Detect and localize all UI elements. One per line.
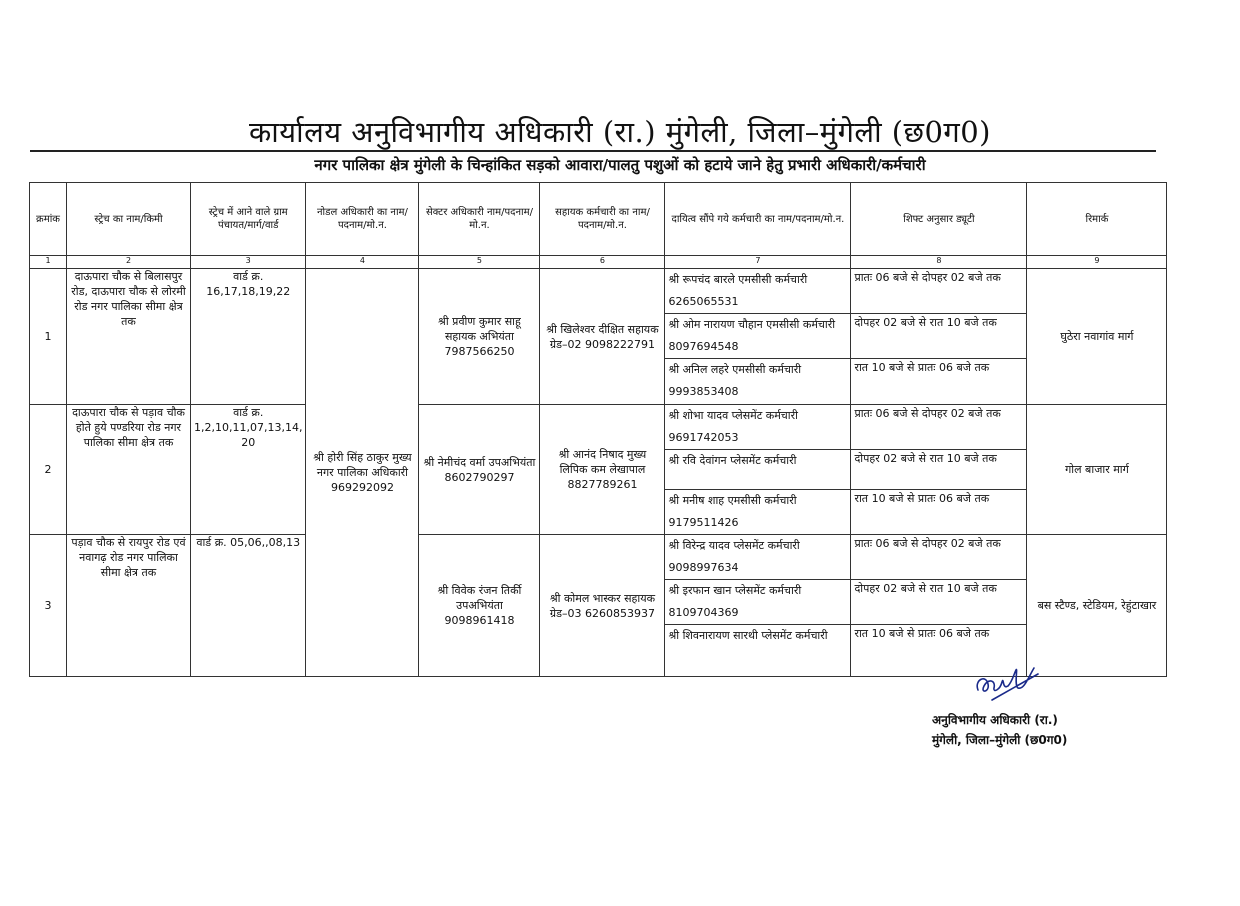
- header-cell-wards: स्ट्रेच में आने वाले ग्राम पंचायत/मार्ग/वार्ड: [191, 183, 306, 256]
- header-cell-sector: सेक्टर अधिकारी नाम/पदनाम/मो.न.: [419, 183, 540, 256]
- assigned-staff: श्री अनिल लहरे एमसीसी कर्मचारी 9993853408: [665, 359, 851, 405]
- shift-time: प्रातः 06 बजे से दोपहर 02 बजे तक: [851, 269, 1027, 314]
- table-header-row: [30, 183, 1167, 256]
- assigned-staff: श्री इरफान खान प्लेसमेंट कर्मचारी 8109704369: [665, 580, 851, 625]
- shift-time: प्रातः 06 बजे से दोपहर 02 बजे तक: [851, 535, 1027, 580]
- serial-number: 1: [30, 269, 67, 405]
- signature-designation: अनुविभागीय अधिकारी (रा.): [932, 713, 1058, 727]
- assigned-staff: श्री विरेन्द्र यादव प्लेसमेंट कर्मचारी 9098997634: [665, 535, 851, 580]
- ward-list: वार्ड क्र. 16,17,18,19,22: [191, 269, 306, 405]
- table-row: [30, 405, 1167, 450]
- stretch-name: पड़ाव चौक से रायपुर रोड एवं नवागढ़ रोड नगर पालिका सीमा क्षेत्र तक: [67, 535, 191, 677]
- col-number: 3: [191, 256, 306, 269]
- assigned-staff: श्री शिवनारायण सारथी प्लेसमेंट कर्मचारी: [665, 625, 851, 677]
- shift-time: रात 10 बजे से प्रातः 06 बजे तक: [851, 359, 1027, 405]
- col-number: 5: [419, 256, 540, 269]
- ward-list: वार्ड क्र. 05,06,,08,13: [191, 535, 306, 677]
- remark: बस स्टैण्ड, स्टेडियम, रेहुंटाखार: [1027, 535, 1167, 677]
- col-number: 1: [30, 256, 67, 269]
- shift-time: प्रातः 06 बजे से दोपहर 02 बजे तक: [851, 405, 1027, 450]
- nodal-officer: श्री होरी सिंह ठाकुर मुख्य नगर पालिका अधिकारी 969292092: [306, 269, 419, 677]
- header-cell-stretch: स्ट्रेच का नाम/किमी: [67, 183, 191, 256]
- signature-mark: [972, 660, 1042, 706]
- sector-officer: श्री नेमीचंद वर्मा उपअभियंता 8602790297: [419, 405, 540, 535]
- stretch-name: दाऊपारा चौक से पड़ाव चौक होते हुये पण्डरिया रोड नगर पालिका सीमा क्षेत्र तक: [67, 405, 191, 535]
- signature-block: [932, 710, 1067, 750]
- assigned-staff: श्री शोभा यादव प्लेसमेंट कर्मचारी 9691742053: [665, 405, 851, 450]
- page-subtitle: नगर पालिका क्षेत्र मुंगेली के चिन्हांकित सड़को आवारा/पालतु पशुओं को हटाये जाने हेतु प्रभारी अधिकारी/कर्मचारी: [314, 156, 926, 174]
- col-number: 9: [1027, 256, 1167, 269]
- assigned-staff: श्री ओम नारायण चौहान एमसीसी कर्मचारी 8097694548: [665, 314, 851, 359]
- title-divider: [30, 150, 1156, 152]
- assigned-staff: श्री रूपचंद बारले एमसीसी कर्मचारी 6265065531: [665, 269, 851, 314]
- col-number: 7: [665, 256, 851, 269]
- assistant-staff: श्री कोमल भास्कर सहायक ग्रेड–03 6260853937: [540, 535, 665, 677]
- header-cell-remark: रिमार्क: [1027, 183, 1167, 256]
- col-number: 2: [67, 256, 191, 269]
- assistant-staff: श्री आनंद निषाद मुख्य लिपिक कम लेखापाल 8827789261: [540, 405, 665, 535]
- header-cell-shift: शिफ्ट अनुसार ड्यूटी: [851, 183, 1027, 256]
- header-cell-sno: क्रमांक: [30, 183, 67, 256]
- sector-officer: श्री विवेक रंजन तिर्की उपअभियंता 9098961418: [419, 535, 540, 677]
- serial-number: 3: [30, 535, 67, 677]
- duty-table: [29, 182, 1167, 677]
- ward-list: वार्ड क्र. 1,2,10,11,07,13,14, 20: [191, 405, 306, 535]
- header-cell-staff: दायित्व सौंपे गये कर्मचारी का नाम/पदनाम/मो.न.: [665, 183, 851, 256]
- remark: गोल बाजार मार्ग: [1027, 405, 1167, 535]
- assigned-staff: श्री रवि देवांगन प्लेसमेंट कर्मचारी: [665, 450, 851, 490]
- shift-time: दोपहर 02 बजे से रात 10 बजे तक: [851, 314, 1027, 359]
- column-number-row: [30, 256, 1167, 269]
- sector-officer: श्री प्रवीण कुमार साहू सहायक अभियंता 7987566250: [419, 269, 540, 405]
- table-row: [30, 269, 1167, 314]
- serial-number: 2: [30, 405, 67, 535]
- remark: घुठेरा नवागांव मार्ग: [1027, 269, 1167, 405]
- header-cell-nodal: नोडल अधिकारी का नाम/पदनाम/मो.न.: [306, 183, 419, 256]
- page-title: कार्यालय अनुविभागीय अधिकारी (रा.) मुंगेली, जिला–मुंगेली (छ0ग0): [248, 115, 991, 149]
- col-number: 8: [851, 256, 1027, 269]
- shift-time: दोपहर 02 बजे से रात 10 बजे तक: [851, 450, 1027, 490]
- assigned-staff: श्री मनीष शाह एमसीसी कर्मचारी 9179511426: [665, 490, 851, 535]
- signature-location: मुंगेली, जिला–मुंगेली (छ0ग0): [932, 733, 1068, 747]
- shift-time: दोपहर 02 बजे से रात 10 बजे तक: [851, 580, 1027, 625]
- assistant-staff: श्री खिलेश्वर दीक्षित सहायक ग्रेड–02 9098222791: [540, 269, 665, 405]
- stretch-name: दाऊपारा चौक से बिलासपुर रोड, दाऊपारा चौक से लोरमी रोड नगर पालिका सीमा क्षेत्र तक: [67, 269, 191, 405]
- table-row: [30, 535, 1167, 580]
- col-number: 4: [306, 256, 419, 269]
- header-cell-assistant: सहायक कर्मचारी का नाम/पदनाम/मो.न.: [540, 183, 665, 256]
- shift-time: रात 10 बजे से प्रातः 06 बजे तक: [851, 490, 1027, 535]
- shift-time: रात 10 बजे से प्रातः 06 बजे तक: [851, 625, 1027, 677]
- col-number: 6: [540, 256, 665, 269]
